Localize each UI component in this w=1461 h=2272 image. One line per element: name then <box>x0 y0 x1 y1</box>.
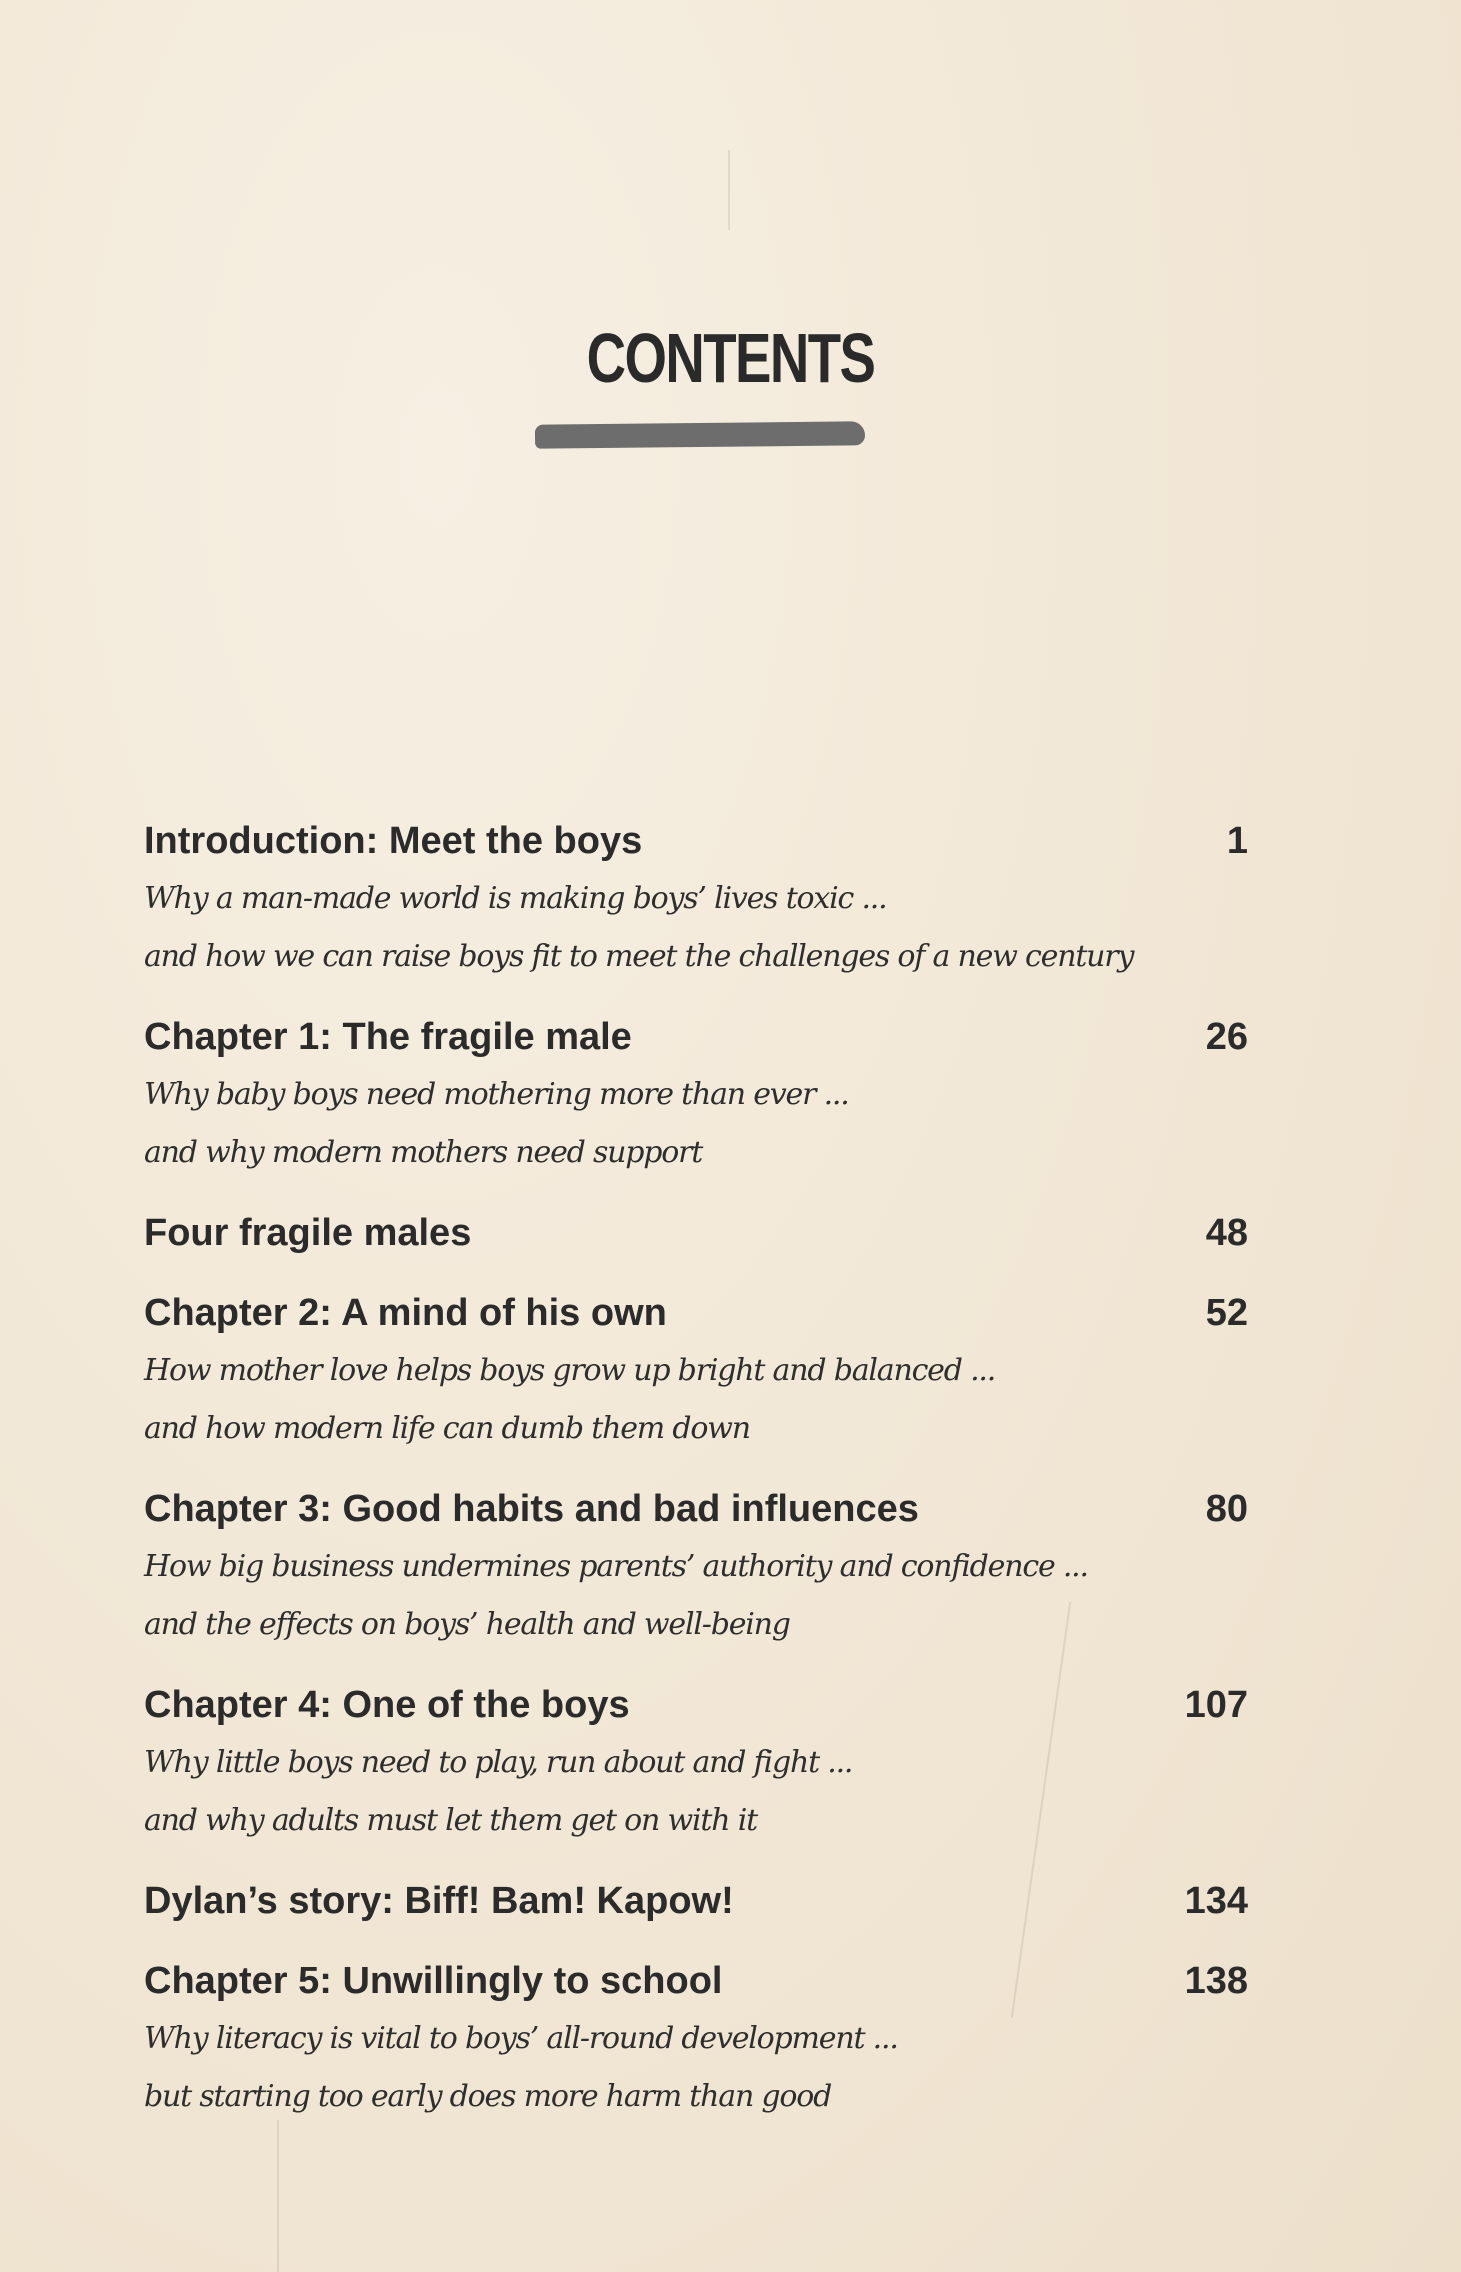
entry-title: Chapter 3: Good habits and bad influences <box>144 1488 919 1530</box>
toc-entry-chapter-3[interactable] <box>144 1480 1248 1654</box>
entry-page-number: 107 <box>1184 1684 1248 1726</box>
toc-entry-chapter-1[interactable] <box>144 1008 1248 1182</box>
entry-page-number: 48 <box>1205 1212 1248 1254</box>
entry-description-line: and the effects on boys’ health and well-being <box>144 1607 790 1642</box>
page-title: CONTENTS <box>586 319 875 397</box>
entry-title: Chapter 1: The fragile male <box>144 1016 632 1058</box>
entry-page-number: 80 <box>1205 1488 1248 1530</box>
entry-description-line: Why a man-made world is making boys’ lives toxic ... <box>144 881 887 916</box>
table-of-contents <box>144 812 1248 2148</box>
paper-crease <box>728 150 730 230</box>
entry-description-line: Why literacy is vital to boys’ all-round development ... <box>144 2021 898 2056</box>
entry-description-line: and why modern mothers need support <box>144 1135 703 1170</box>
entry-title: Chapter 5: Unwillingly to school <box>144 1960 723 2002</box>
entry-description-line: How big business undermines parents’ authority and confidence ... <box>144 1549 1088 1584</box>
toc-entry-chapter-5[interactable] <box>144 1952 1248 2126</box>
entry-page-number: 26 <box>1205 1016 1248 1058</box>
entry-description-line: and how modern life can dumb them down <box>144 1411 750 1446</box>
entry-title: Dylan’s story: Biff! Bam! Kapow! <box>144 1880 734 1922</box>
entry-page-number: 52 <box>1205 1292 1248 1334</box>
entry-page-number: 138 <box>1184 1960 1248 2002</box>
entry-page-number: 1 <box>1226 820 1248 862</box>
entry-description-line: How mother love helps boys grow up bright and balanced ... <box>144 1353 996 1388</box>
toc-entry-chapter-2[interactable] <box>144 1284 1248 1458</box>
toc-entry-introduction[interactable] <box>144 812 1248 986</box>
entry-title: Four fragile males <box>144 1212 472 1254</box>
toc-entry-four-fragile-males[interactable] <box>144 1204 1248 1262</box>
entry-title: Chapter 2: A mind of his own <box>144 1292 667 1334</box>
entry-title: Chapter 4: One of the boys <box>144 1684 630 1726</box>
toc-entry-chapter-4[interactable] <box>144 1676 1248 1850</box>
title-underline-decoration <box>535 421 865 448</box>
entry-page-number: 134 <box>1184 1880 1248 1922</box>
toc-entry-dylans-story[interactable] <box>144 1872 1248 1930</box>
entry-title: Introduction: Meet the boys <box>144 820 643 862</box>
entry-description-line: and why adults must let them get on with it <box>144 1803 757 1838</box>
entry-description-line: and how we can raise boys fit to meet the challenges of a new century <box>144 939 1134 974</box>
entry-description-line: Why little boys need to play, run about and fight ... <box>144 1745 853 1780</box>
entry-description-line: Why baby boys need mothering more than ever ... <box>144 1077 849 1112</box>
entry-description-line: but starting too early does more harm than good <box>144 2079 832 2114</box>
